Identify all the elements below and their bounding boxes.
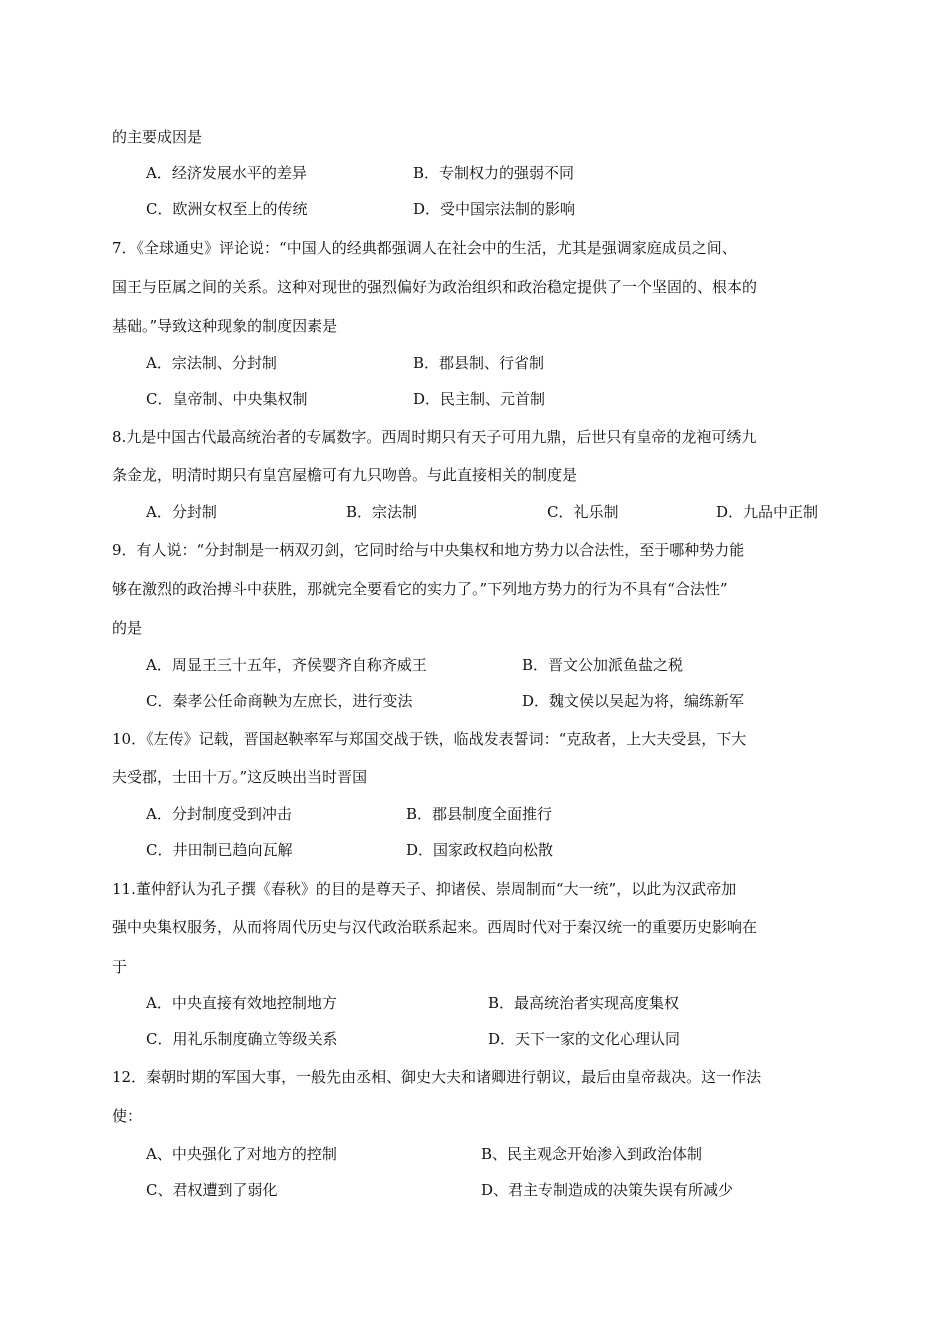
q12-stem-line-2: 使： xyxy=(112,1107,143,1125)
q9-stem-line-3: 的是 xyxy=(112,619,143,637)
q11-option-a: A．中央直接有效地控制地方 xyxy=(146,994,337,1012)
q6-option-b: B．专制权力的强弱不同 xyxy=(413,164,575,182)
q10-stem-line-2: 夫受郡，士田十万。”这反映出当时晋国 xyxy=(112,768,368,786)
q8-stem-line-2: 条金龙，明清时期只有皇宫屋檐可有九只吻兽。与此直接相关的制度是 xyxy=(112,466,578,484)
q9-option-d: D．魏文侯以吴起为将，编练新军 xyxy=(522,692,745,710)
q9-option-b: B．晋文公加派鱼盐之税 xyxy=(522,656,684,674)
q8-option-b: B．宗法制 xyxy=(346,503,418,521)
q11-option-c: C．用礼乐制度确立等级关系 xyxy=(146,1030,338,1048)
q12-option-d: D、君主专制造成的决策失误有所减少 xyxy=(481,1181,734,1199)
q10-option-d: D．国家政权趋向松散 xyxy=(406,841,554,859)
q8-option-a: A．分封制 xyxy=(146,503,217,521)
q7-option-a: A．宗法制、分封制 xyxy=(146,354,277,372)
q7-option-c: C．皇帝制、中央集权制 xyxy=(146,390,308,408)
q10-option-c: C．井田制已趋向瓦解 xyxy=(146,841,293,859)
q7-stem-line-1: 7．《全球通史》评论说：“中国人的经典都强调人在社会中的生活，尤其是强调家庭成员之间、 xyxy=(112,239,737,257)
q8-option-c: C．礼乐制 xyxy=(547,503,619,521)
q6-stem-tail: 的主要成因是 xyxy=(112,128,203,146)
q7-option-b: B．郡县制、行省制 xyxy=(413,354,545,372)
q11-stem-line-1: 11.董仲舒认为孔子撰《春秋》的目的是尊天子、抑诸侯、崇周制而“大一统”，以此为汉武帝加 xyxy=(112,880,737,898)
q6-option-c: C．欧洲女权至上的传统 xyxy=(146,200,308,218)
q8-option-d: D．九品中正制 xyxy=(716,503,819,521)
q10-option-a: A．分封制度受到冲击 xyxy=(146,805,292,823)
q12-option-b: B、民主观念开始渗入到政治体制 xyxy=(481,1145,703,1163)
q6-option-d: D．受中国宗法制的影响 xyxy=(413,200,576,218)
q11-option-d: D．天下一家的文化心理认同 xyxy=(488,1030,681,1048)
q9-stem-line-1: 9．有人说：“分封制是一柄双刃剑，它同时给与中央集权和地方势力以合法性，至于哪种势力能 xyxy=(112,541,745,559)
q12-option-a: A、中央强化了对地方的控制 xyxy=(146,1145,337,1163)
q11-stem-line-3: 于 xyxy=(112,958,128,976)
q6-option-a: A．经济发展水平的差异 xyxy=(146,164,307,182)
q12-option-c: C、君权遭到了弱化 xyxy=(146,1181,278,1199)
q9-stem-line-2: 够在激烈的政治搏斗中获胜，那就完全要看它的实力了。”下列地方势力的行为不具有“合法性” xyxy=(112,580,728,598)
q10-stem-line-1: 10．《左传》记载，晋国赵鞅率军与郑国交战于铁，临战发表誓词：“克敌者，上大夫受县，下大 xyxy=(112,730,747,748)
q9-option-a: A．周显王三十五年，齐侯婴齐自称齐威王 xyxy=(146,656,427,674)
q11-stem-line-2: 强中央集权服务，从而将周代历史与汉代政治联系起来。西周时代对于秦汉统一的重要历史影响在 xyxy=(112,918,758,936)
q7-stem-line-2: 国王与臣属之间的关系。这种对现世的强烈偏好为政治组织和政治稳定提供了一个坚固的、根本的 xyxy=(112,278,758,296)
q9-option-c: C．秦孝公任命商鞅为左庶长，进行变法 xyxy=(146,692,413,710)
q11-option-b: B．最高统治者实现高度集权 xyxy=(488,994,680,1012)
q7-option-d: D．民主制、元首制 xyxy=(413,390,546,408)
q7-stem-line-3: 基础。”导致这种现象的制度因素是 xyxy=(112,317,338,335)
q12-stem-line-1: 12．秦朝时期的军国大事，一般先由丞相、御史大夫和诸卿进行朝议，最后由皇帝裁决。这一作法 xyxy=(112,1068,762,1086)
q8-stem-line-1: 8.九是中国古代最高统治者的专属数字。西周时期只有天子可用九鼎，后世只有皇帝的龙袍可绣九 xyxy=(112,428,757,446)
q10-option-b: B．郡县制度全面推行 xyxy=(406,805,553,823)
